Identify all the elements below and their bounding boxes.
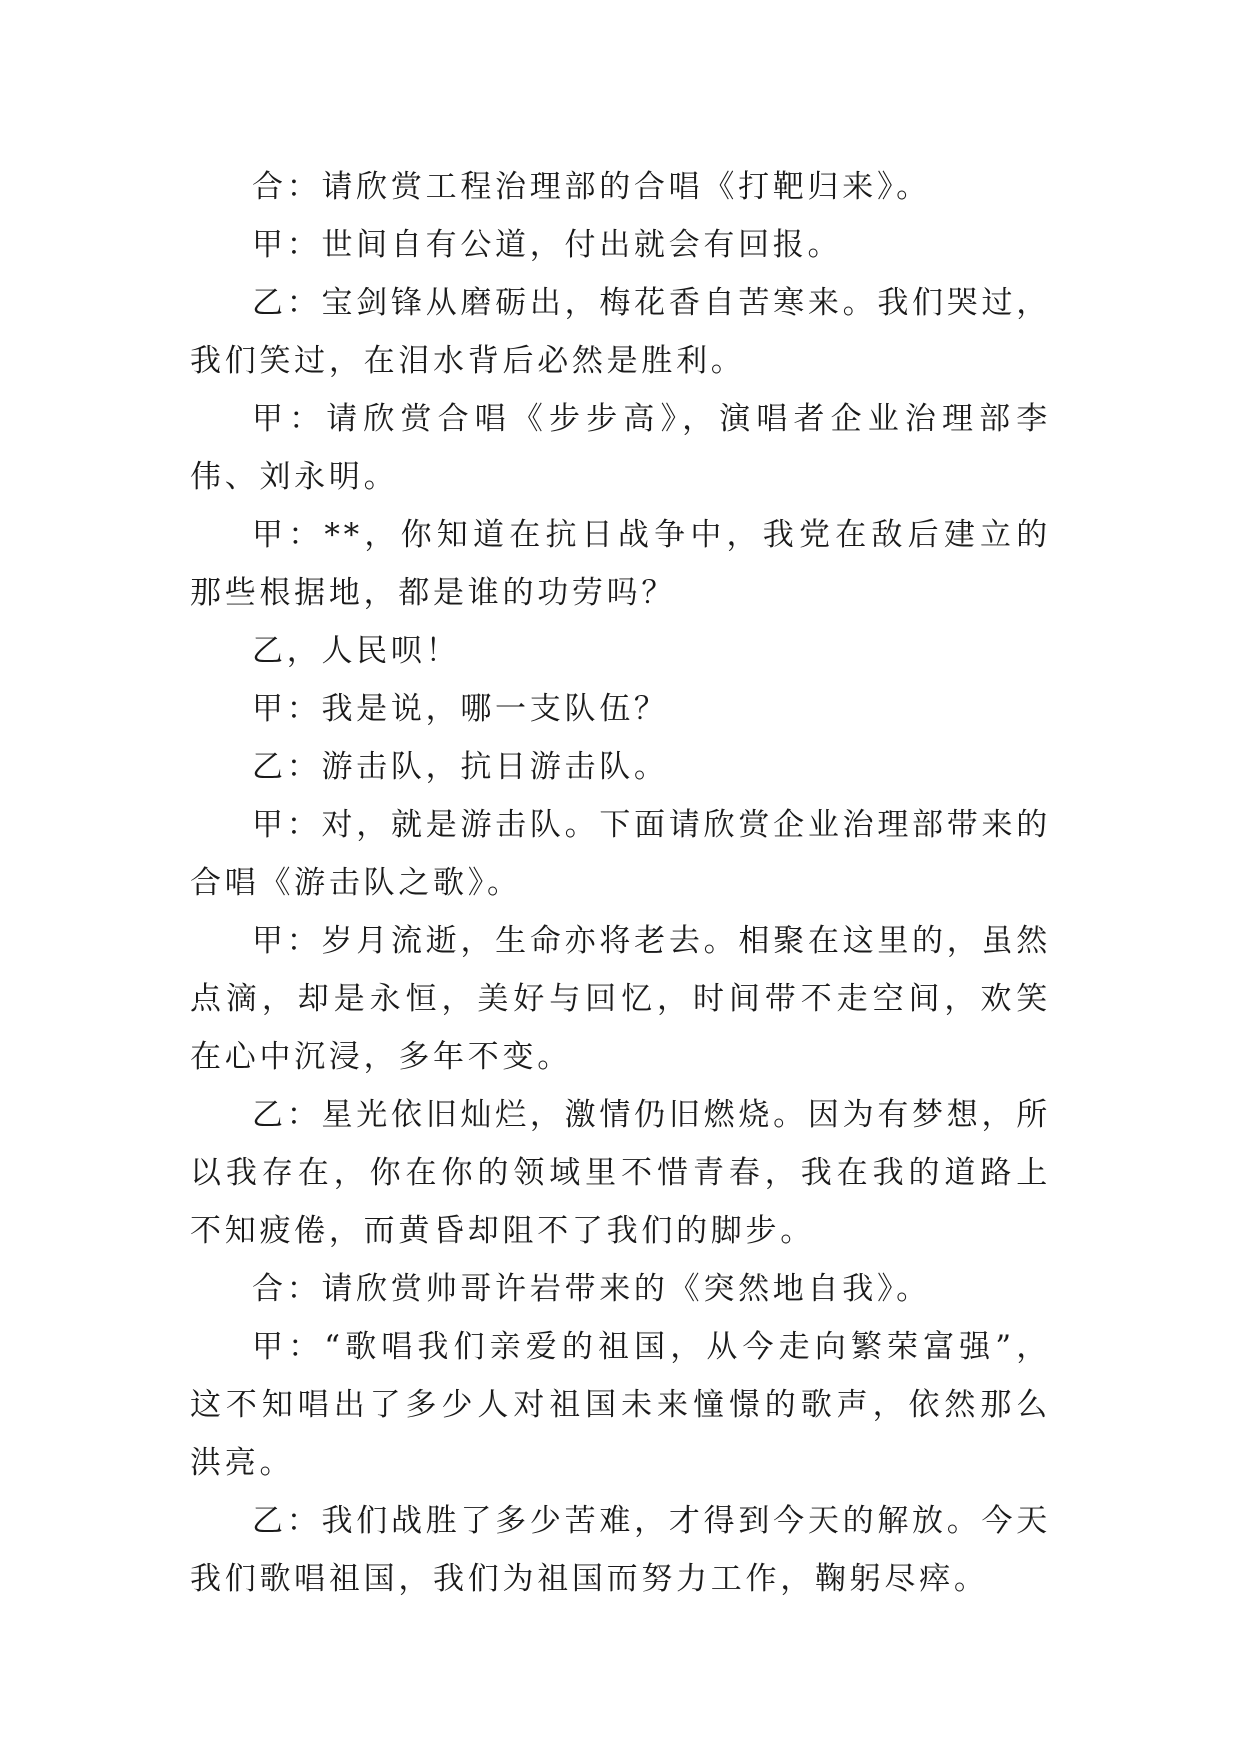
- paragraph-9: 甲：对，就是游击队。下面请欣赏企业治理部带来的合唱《游击队之歌》。: [190, 807, 1051, 901]
- paragraph-12: 合：请欣赏帅哥许岩带来的《突然地自我》。: [252, 1271, 931, 1307]
- paragraph-3: 乙：宝剑锋从磨砺出，梅花香自苦寒来。我们哭过，我们笑过，在泪水背后必然是胜利。: [190, 285, 1051, 379]
- paragraph-13: 甲：“歌唱我们亲爱的祖国，从今走向繁荣富强”，这不知唱出了多少人对祖国未来憧憬的歌声，依然那么洪亮。: [190, 1329, 1051, 1481]
- paragraph-5: 甲：**，你知道在抗日战争中，我党在敌后建立的那些根据地，都是谁的功劳吗？: [190, 517, 1051, 611]
- paragraph-14: 乙：我们战胜了多少苦难，才得到今天的解放。今天我们歌唱祖国，我们为祖国而努力工作，鞠躬尽瘁。: [190, 1503, 1051, 1597]
- paragraph-1: 合：请欣赏工程治理部的合唱《打靶归来》。: [252, 169, 931, 205]
- paragraph-4: 甲：请欣赏合唱《步步高》，演唱者企业治理部李伟、刘永明。: [190, 401, 1051, 495]
- paragraph-2: 甲：世间自有公道，付出就会有回报。: [252, 227, 843, 263]
- paragraph-6: 乙，人民呗！: [252, 633, 461, 669]
- paragraph-7: 甲：我是说，哪一支队伍？: [252, 691, 669, 727]
- paragraph-11: 乙：星光依旧灿烂，激情仍旧燃烧。因为有梦想，所以我存在，你在你的领域里不惜青春，我在我的道路上不知疲倦，而黄昏却阻不了我们的脚步。: [190, 1097, 1051, 1249]
- paragraph-8: 乙：游击队，抗日游击队。: [252, 749, 669, 785]
- paragraph-10: 甲：岁月流逝，生命亦将老去。相聚在这里的，虽然点滴，却是永恒，美好与回忆，时间带不走空间，欢笑在心中沉浸，多年不变。: [190, 923, 1051, 1075]
